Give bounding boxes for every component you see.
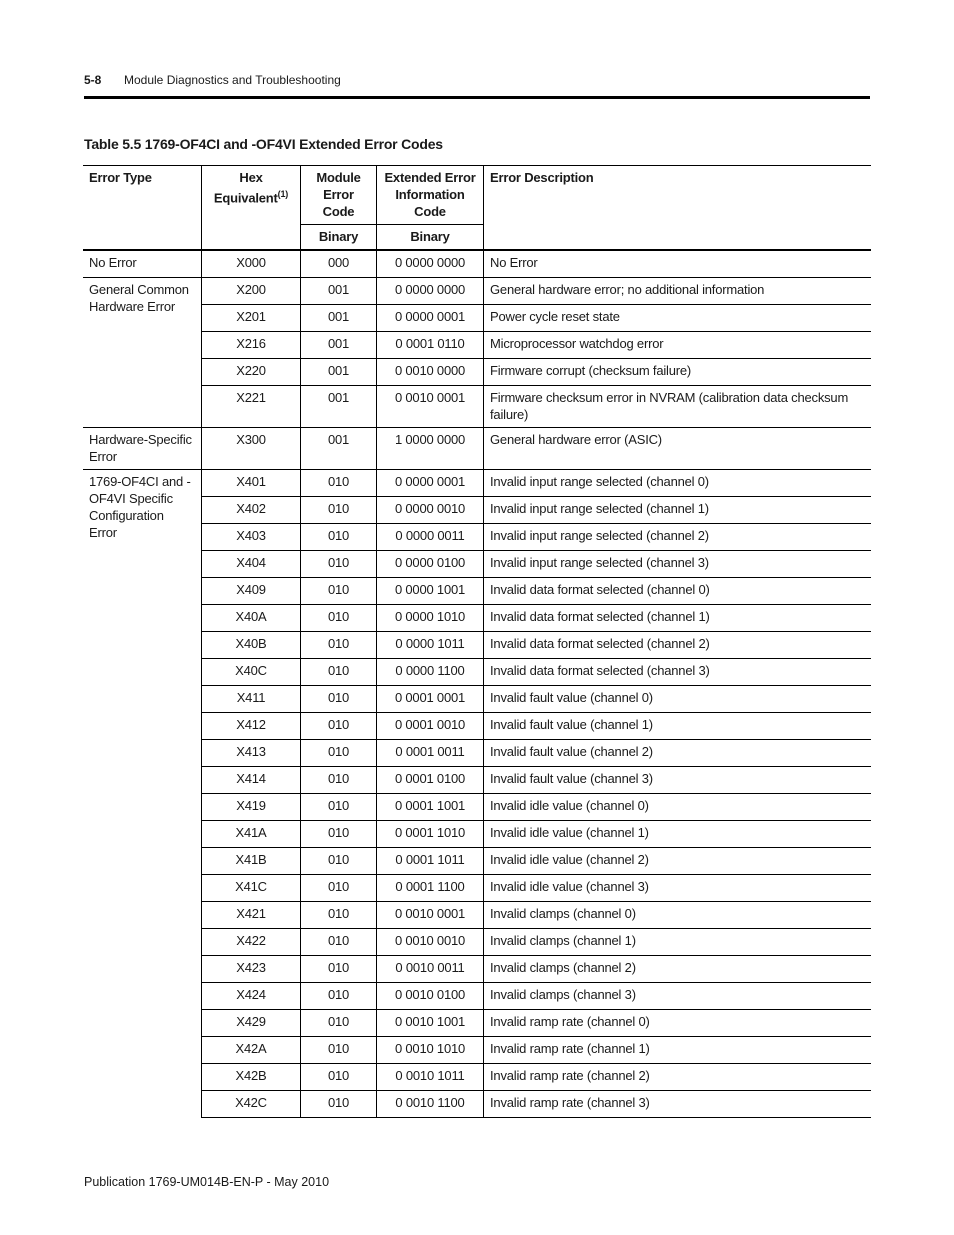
table-row bbox=[83, 551, 871, 578]
table-row bbox=[83, 1064, 871, 1091]
description-cell: Invalid input range selected (channel 3) bbox=[484, 551, 872, 578]
module-code-cell: 010 bbox=[301, 1037, 377, 1064]
description-cell: Invalid fault value (channel 0) bbox=[484, 686, 872, 713]
extended-code-cell: 0 0010 1011 bbox=[377, 1064, 484, 1091]
module-code-cell: 010 bbox=[301, 524, 377, 551]
hex-cell: X201 bbox=[202, 305, 301, 332]
extended-code-cell: 0 0000 0011 bbox=[377, 524, 484, 551]
header-binary-extended: Binary bbox=[377, 225, 484, 251]
table-row bbox=[83, 605, 871, 632]
extended-code-cell: 0 0010 0011 bbox=[377, 956, 484, 983]
hex-cell: X220 bbox=[202, 359, 301, 386]
table-row bbox=[83, 578, 871, 605]
module-code-cell: 010 bbox=[301, 605, 377, 632]
description-cell: Firmware checksum error in NVRAM (calibration data checksum failure) bbox=[484, 386, 872, 428]
page-header bbox=[84, 73, 341, 87]
description-cell: No Error bbox=[484, 250, 872, 278]
hex-cell: X42C bbox=[202, 1091, 301, 1118]
table-row bbox=[83, 821, 871, 848]
extended-code-cell: 0 0010 0000 bbox=[377, 359, 484, 386]
table-row bbox=[83, 524, 871, 551]
extended-code-cell: 0 0001 0010 bbox=[377, 713, 484, 740]
module-code-cell: 010 bbox=[301, 821, 377, 848]
table-row bbox=[83, 659, 871, 686]
hex-cell: X42B bbox=[202, 1064, 301, 1091]
description-cell: General hardware error; no additional information bbox=[484, 278, 872, 305]
module-code-cell: 010 bbox=[301, 875, 377, 902]
module-code-cell: 010 bbox=[301, 983, 377, 1010]
extended-code-cell: 0 0001 1011 bbox=[377, 848, 484, 875]
module-code-cell: 010 bbox=[301, 1091, 377, 1118]
table-row bbox=[83, 1091, 871, 1118]
hex-cell: X401 bbox=[202, 470, 301, 497]
table-row bbox=[83, 497, 871, 524]
module-code-cell: 010 bbox=[301, 1010, 377, 1037]
table-row bbox=[83, 713, 871, 740]
table-row bbox=[83, 848, 871, 875]
module-code-cell: 000 bbox=[301, 250, 377, 278]
module-code-cell: 001 bbox=[301, 305, 377, 332]
hex-cell: X216 bbox=[202, 332, 301, 359]
hex-cell: X42A bbox=[202, 1037, 301, 1064]
description-cell: Invalid input range selected (channel 1) bbox=[484, 497, 872, 524]
table-row bbox=[83, 632, 871, 659]
description-cell: Invalid idle value (channel 3) bbox=[484, 875, 872, 902]
extended-code-cell: 0 0001 0011 bbox=[377, 740, 484, 767]
header-hex: Hex Equivalent$^{(1)}$ bbox=[202, 166, 301, 251]
error-type-cell: Hardware-Specific Error bbox=[83, 428, 202, 470]
extended-code-cell: 0 0010 1001 bbox=[377, 1010, 484, 1037]
hex-cell: X402 bbox=[202, 497, 301, 524]
module-code-cell: 010 bbox=[301, 632, 377, 659]
extended-code-cell: 0 0000 0000 bbox=[377, 250, 484, 278]
hex-cell: X40B bbox=[202, 632, 301, 659]
publication-footer: Publication 1769-UM014B-EN-P - May 2010 bbox=[84, 1175, 330, 1189]
description-cell: Invalid input range selected (channel 0) bbox=[484, 470, 872, 497]
hex-cell: X422 bbox=[202, 929, 301, 956]
module-code-cell: 001 bbox=[301, 278, 377, 305]
table-body bbox=[83, 250, 871, 1118]
table-row bbox=[83, 359, 871, 386]
hex-cell: X000 bbox=[202, 250, 301, 278]
description-cell: Invalid data format selected (channel 3) bbox=[484, 659, 872, 686]
description-cell: Invalid ramp rate (channel 2) bbox=[484, 1064, 872, 1091]
error-codes-table bbox=[83, 165, 871, 1118]
table-row bbox=[83, 250, 871, 278]
description-cell: General hardware error (ASIC) bbox=[484, 428, 872, 470]
table-row bbox=[83, 1010, 871, 1037]
module-code-cell: 001 bbox=[301, 332, 377, 359]
table-row bbox=[83, 983, 871, 1010]
hex-cell: X409 bbox=[202, 578, 301, 605]
hex-cell: X221 bbox=[202, 386, 301, 428]
extended-code-cell: 0 0000 0001 bbox=[377, 305, 484, 332]
hex-cell: X41A bbox=[202, 821, 301, 848]
header-module-code: Module Error Code bbox=[301, 166, 377, 225]
module-code-cell: 001 bbox=[301, 386, 377, 428]
extended-code-cell: 0 0000 1011 bbox=[377, 632, 484, 659]
description-cell: Invalid data format selected (channel 0) bbox=[484, 578, 872, 605]
hex-cell: X429 bbox=[202, 1010, 301, 1037]
hex-cell: X40A bbox=[202, 605, 301, 632]
error-type-cell: General Common Hardware Error bbox=[83, 278, 202, 428]
table-row bbox=[83, 902, 871, 929]
table-row bbox=[83, 278, 871, 305]
description-cell: Invalid clamps (channel 3) bbox=[484, 983, 872, 1010]
extended-code-cell: 0 0000 1010 bbox=[377, 605, 484, 632]
extended-code-cell: 1 0000 0000 bbox=[377, 428, 484, 470]
hex-cell: X40C bbox=[202, 659, 301, 686]
description-cell: Invalid data format selected (channel 1) bbox=[484, 605, 872, 632]
extended-code-cell: 0 0001 1001 bbox=[377, 794, 484, 821]
hex-cell: X421 bbox=[202, 902, 301, 929]
table-row bbox=[83, 332, 871, 359]
module-code-cell: 010 bbox=[301, 848, 377, 875]
header-rule bbox=[84, 96, 870, 99]
extended-code-cell: 0 0010 0010 bbox=[377, 929, 484, 956]
module-code-cell: 010 bbox=[301, 470, 377, 497]
extended-code-cell: 0 0001 1100 bbox=[377, 875, 484, 902]
module-code-cell: 010 bbox=[301, 956, 377, 983]
module-code-cell: 010 bbox=[301, 794, 377, 821]
page-number: 5-8 bbox=[84, 73, 102, 87]
description-cell: Invalid clamps (channel 0) bbox=[484, 902, 872, 929]
header-hex-footnote: (1) bbox=[277, 189, 289, 199]
module-code-cell: 010 bbox=[301, 713, 377, 740]
description-cell: Invalid fault value (channel 2) bbox=[484, 740, 872, 767]
module-code-cell: 010 bbox=[301, 578, 377, 605]
hex-cell: X41B bbox=[202, 848, 301, 875]
header-binary-module: Binary bbox=[301, 225, 377, 251]
hex-cell: X404 bbox=[202, 551, 301, 578]
table-row bbox=[83, 875, 871, 902]
description-cell: Firmware corrupt (checksum failure) bbox=[484, 359, 872, 386]
header-error-type: Error Type bbox=[83, 166, 202, 251]
extended-code-cell: 0 0000 1100 bbox=[377, 659, 484, 686]
description-cell: Invalid input range selected (channel 2) bbox=[484, 524, 872, 551]
module-code-cell: 010 bbox=[301, 740, 377, 767]
table-row bbox=[83, 686, 871, 713]
table-row bbox=[83, 470, 871, 497]
hex-cell: X424 bbox=[202, 983, 301, 1010]
module-code-cell: 010 bbox=[301, 497, 377, 524]
table-row bbox=[83, 386, 871, 428]
hex-cell: X411 bbox=[202, 686, 301, 713]
description-cell: Invalid idle value (channel 2) bbox=[484, 848, 872, 875]
extended-code-cell: 0 0000 0100 bbox=[377, 551, 484, 578]
table-row bbox=[83, 428, 871, 470]
hex-cell: X41C bbox=[202, 875, 301, 902]
extended-code-cell: 0 0000 1001 bbox=[377, 578, 484, 605]
module-code-cell: 010 bbox=[301, 686, 377, 713]
hex-cell: X423 bbox=[202, 956, 301, 983]
header-extended-code: Extended Error Information Code bbox=[377, 166, 484, 225]
module-code-cell: 010 bbox=[301, 551, 377, 578]
hex-cell: X300 bbox=[202, 428, 301, 470]
table-row bbox=[83, 794, 871, 821]
extended-code-cell: 0 0010 1100 bbox=[377, 1091, 484, 1118]
table-row bbox=[83, 929, 871, 956]
table-row bbox=[83, 767, 871, 794]
extended-code-cell: 0 0001 0100 bbox=[377, 767, 484, 794]
hex-cell: X414 bbox=[202, 767, 301, 794]
description-cell: Invalid data format selected (channel 2) bbox=[484, 632, 872, 659]
extended-code-cell: 0 0010 0100 bbox=[377, 983, 484, 1010]
hex-cell: X413 bbox=[202, 740, 301, 767]
table-row bbox=[83, 956, 871, 983]
hex-cell: X403 bbox=[202, 524, 301, 551]
description-cell: Invalid clamps (channel 1) bbox=[484, 929, 872, 956]
error-type-cell: No Error bbox=[83, 250, 202, 278]
module-code-cell: 001 bbox=[301, 359, 377, 386]
module-code-cell: 010 bbox=[301, 929, 377, 956]
description-cell: Invalid ramp rate (channel 3) bbox=[484, 1091, 872, 1118]
extended-code-cell: 0 0010 1010 bbox=[377, 1037, 484, 1064]
hex-cell: X412 bbox=[202, 713, 301, 740]
error-type-cell: 1769-OF4CI and -OF4VI Specific Configuration Error bbox=[83, 470, 202, 1118]
module-code-cell: 010 bbox=[301, 659, 377, 686]
description-cell: Microprocessor watchdog error bbox=[484, 332, 872, 359]
hex-cell: X419 bbox=[202, 794, 301, 821]
chapter-title: Module Diagnostics and Troubleshooting bbox=[124, 73, 341, 87]
extended-code-cell: 0 0010 0001 bbox=[377, 902, 484, 929]
module-code-cell: 001 bbox=[301, 428, 377, 470]
table-row bbox=[83, 305, 871, 332]
description-cell: Invalid fault value (channel 3) bbox=[484, 767, 872, 794]
description-cell: Invalid clamps (channel 2) bbox=[484, 956, 872, 983]
module-code-cell: 010 bbox=[301, 767, 377, 794]
description-cell: Invalid ramp rate (channel 0) bbox=[484, 1010, 872, 1037]
description-cell: Power cycle reset state bbox=[484, 305, 872, 332]
description-cell: Invalid ramp rate (channel 1) bbox=[484, 1037, 872, 1064]
description-cell: Invalid fault value (channel 1) bbox=[484, 713, 872, 740]
description-cell: Invalid idle value (channel 1) bbox=[484, 821, 872, 848]
extended-code-cell: 0 0001 0110 bbox=[377, 332, 484, 359]
description-cell: Invalid idle value (channel 0) bbox=[484, 794, 872, 821]
header-description: Error Description bbox=[484, 166, 872, 251]
table-row bbox=[83, 1037, 871, 1064]
extended-code-cell: 0 0001 1010 bbox=[377, 821, 484, 848]
table-row bbox=[83, 740, 871, 767]
hex-cell: X200 bbox=[202, 278, 301, 305]
extended-code-cell: 0 0000 0001 bbox=[377, 470, 484, 497]
module-code-cell: 010 bbox=[301, 1064, 377, 1091]
extended-code-cell: 0 0001 0001 bbox=[377, 686, 484, 713]
extended-code-cell: 0 0000 0000 bbox=[377, 278, 484, 305]
table-caption: Table 5.5 1769-OF4CI and -OF4VI Extended Error Codes bbox=[84, 136, 443, 152]
extended-code-cell: 0 0010 0001 bbox=[377, 386, 484, 428]
module-code-cell: 010 bbox=[301, 902, 377, 929]
extended-code-cell: 0 0000 0010 bbox=[377, 497, 484, 524]
